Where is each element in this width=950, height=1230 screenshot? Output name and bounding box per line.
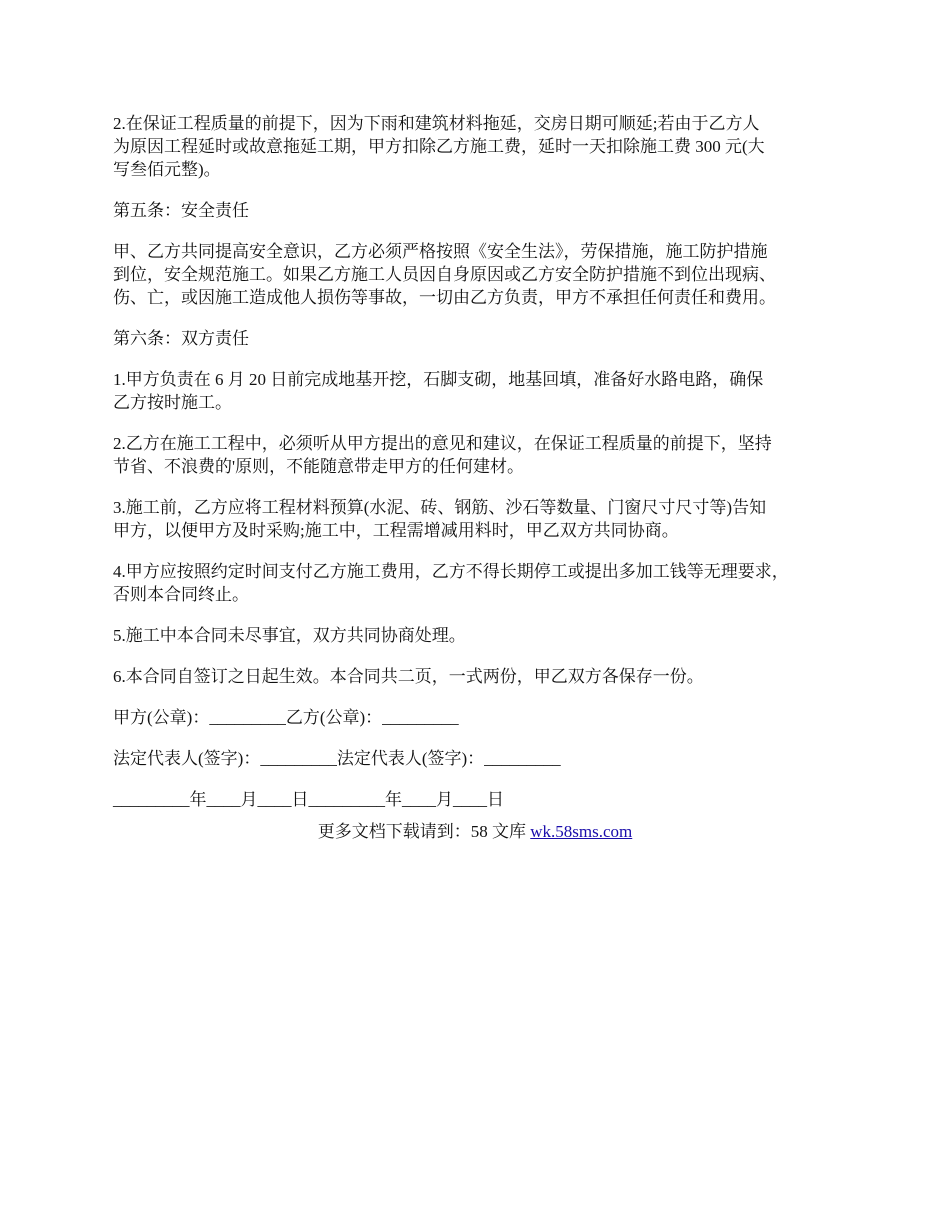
text-line: 甲方，以便甲方及时采购;施工中，工程需增减用料时，甲乙双方共同协商。	[113, 521, 679, 540]
document-body	[113, 112, 848, 829]
text-line: 法定代表人(签字)：_________法定代表人(签字)：_________	[113, 749, 561, 768]
text-line: 5.施工中本合同未尽事宜，双方共同协商处理。	[113, 626, 466, 645]
paragraph	[113, 788, 848, 811]
text-line: 2.乙方在施工工程中，必须听从甲方提出的意见和建议，在保证工程质量的前提下，坚持	[113, 434, 772, 453]
site-link[interactable]: wk.58sms.com	[530, 822, 633, 841]
text-line: 第六条：双方责任	[113, 329, 249, 348]
paragraph	[113, 432, 848, 478]
text-line: 2.在保证工程质量的前提下，因为下雨和建筑材料拖延，交房日期可顺延;若由于乙方人	[113, 114, 760, 133]
text-line: 1.甲方负责在 6 月 20 日前完成地基开挖，石脚支砌，地基回填，准备好水路电路，确保	[113, 370, 764, 389]
paragraph	[113, 706, 848, 729]
text-line: _________年____月____日_________年____月____日	[113, 790, 504, 809]
paragraph	[113, 368, 848, 414]
paragraph	[113, 327, 848, 350]
text-line: 节省、不浪费的'原则，不能随意带走甲方的任何建材。	[113, 457, 525, 476]
paragraph	[113, 665, 848, 688]
paragraph	[113, 747, 848, 770]
text-line: 写叁佰元整)。	[113, 160, 221, 179]
paragraph	[113, 112, 848, 181]
text-line: 伤、亡，或因施工造成他人损伤等事故，一切由乙方负责，甲方不承担任何责任和费用。	[113, 288, 776, 307]
text-line: 3.施工前，乙方应将工程材料预算(水泥、砖、钢筋、沙石等数量、门窗尺寸尺寸等)告知	[113, 498, 767, 517]
text-line: 甲、乙方共同提高安全意识，乙方必须严格按照《安全生法》，劳保措施，施工防护措施	[113, 242, 768, 261]
contract-text	[113, 112, 848, 811]
text-line: 到位，安全规范施工。如果乙方施工人员因自身原因或乙方安全防护措施不到位出现病、	[113, 265, 776, 284]
paragraph	[113, 240, 848, 309]
paragraph	[113, 496, 848, 542]
paragraph	[113, 199, 848, 222]
download-footer	[0, 820, 950, 843]
text-line: 第五条：安全责任	[113, 201, 249, 220]
paragraph	[113, 624, 848, 647]
text-line: 6.本合同自签订之日起生效。本合同共二页，一式两份，甲乙双方各保存一份。	[113, 667, 704, 686]
paragraph	[113, 560, 848, 606]
footer-prefix: 更多文档下载请到：58 文库	[317, 822, 531, 841]
text-line: 乙方按时施工。	[113, 393, 232, 412]
text-line: 4.甲方应按照约定时间支付乙方施工费用，乙方不得长期停工或提出多加工钱等无理要求，	[113, 562, 789, 581]
text-line: 甲方(公章)：_________乙方(公章)：_________	[113, 708, 459, 727]
text-line: 否则本合同终止。	[113, 585, 249, 604]
text-line: 为原因工程延时或故意拖延工期，甲方扣除乙方施工费，延时一天扣除施工费 300 元(大	[113, 137, 765, 156]
